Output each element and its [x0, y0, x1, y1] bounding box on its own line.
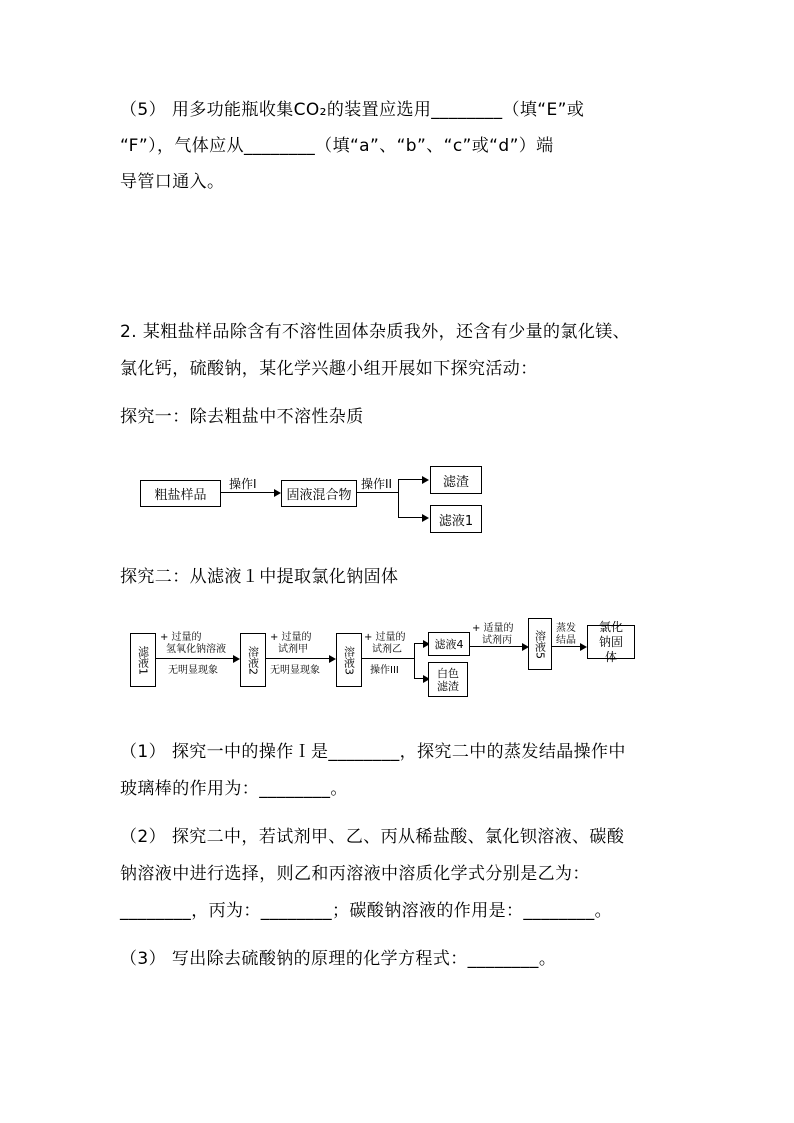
branch-top	[398, 479, 423, 480]
box-solution3	[336, 633, 362, 687]
q5-line3: 导管口通入。	[120, 172, 225, 192]
sub3-line1: （3） 写出除去硫酸钠的原理的化学方程式：________。	[120, 949, 557, 969]
box-solution5-text: 溶液5	[533, 629, 547, 659]
box-filtrate1: 滤液1	[430, 505, 482, 533]
sub2-line1: （2） 探究二中，若试剂甲、乙、丙从稀盐酸、氯化钡溶液、碳酸	[120, 827, 625, 847]
arrow-line-op2	[356, 492, 398, 493]
step3-top: + 过量的	[364, 632, 406, 643]
step1-arrowhead	[233, 655, 240, 663]
step1-mid: 氢氧化钠溶液	[166, 644, 226, 655]
branch-vertical	[398, 479, 399, 518]
sub2-line3: ________，丙为：________；碳酸钠溶液的作用是：________。	[120, 901, 612, 921]
box-residue: 滤渣	[430, 466, 482, 494]
arrowhead-op1	[274, 489, 281, 497]
step2-mid: 试剂甲	[278, 644, 308, 655]
box-crude-salt: 粗盐样品	[140, 480, 221, 507]
sub2-line2: 钠溶液中进行选择，则乙和丙溶液中溶质化学式分别是乙为：	[120, 864, 590, 884]
arrow-line-op1	[220, 492, 275, 493]
step5-line	[551, 646, 581, 647]
q2-intro-line1: 2. 某粗盐样品除含有不溶性固体杂质我外，还含有少量的氯化镁、	[120, 322, 631, 342]
box-filtrate1-start	[130, 633, 156, 687]
explore2-title: 探究二：从滤液１中提取氯化钠固体	[120, 567, 399, 587]
step3-line	[361, 658, 415, 659]
step1-bot: 无明显现象	[168, 665, 218, 676]
step3-bot: 操作III	[370, 665, 399, 676]
q2-intro-line2: 氯化钙，硫酸钠，某化学兴趣小组开展如下探究活动：	[120, 359, 538, 379]
box-filtrate1-start-text: 滤液1	[136, 645, 150, 675]
step2-arrowhead	[329, 655, 336, 663]
box-white-residue: 白色滤渣	[428, 662, 468, 697]
step1-top: + 过量的	[160, 632, 202, 643]
arrowhead-filtrate1	[422, 514, 429, 522]
box-solution5	[528, 618, 552, 670]
box-filtrate4: 滤液4	[428, 632, 470, 656]
step4-line	[469, 646, 523, 647]
explore1-title: 探究一：除去粗盐中不溶性杂质	[120, 407, 364, 427]
q5-line2: “F”），气体应从________（填“a”、“b”、“c”或“d”）端	[120, 136, 554, 156]
label-op2: 操作II	[361, 477, 393, 491]
step4-mid: 试剂丙	[482, 635, 512, 646]
step5-top: 蒸发	[556, 623, 576, 634]
box-solution2-text: 溶液2	[246, 645, 260, 675]
step2-top: + 过量的	[270, 632, 312, 643]
step2-line	[265, 658, 330, 659]
arrowhead-residue	[422, 476, 429, 484]
sub1-line1: （1） 探究一中的操作Ｉ是________，探究二中的蒸发结晶操作中	[120, 742, 626, 762]
branch-bottom	[398, 517, 423, 518]
step5-arrowhead	[580, 643, 587, 651]
q5-line1: （5） 用多功能瓶收集CO₂的装置应选用________（填“E”或	[120, 100, 585, 120]
step4-top: + 适量的	[472, 623, 514, 634]
box-solid-liquid-mix: 固液混合物	[281, 480, 357, 507]
step5-mid: 结晶	[556, 635, 576, 646]
box-nacl-solid: 氯化钠固体	[587, 625, 635, 659]
box-solution2	[240, 633, 266, 687]
step2-bot: 无明显现象	[270, 665, 320, 676]
label-op1: 操作I	[229, 477, 257, 491]
sub1-line2: 玻璃棒的作用为：________。	[120, 779, 348, 799]
step1-line	[155, 658, 234, 659]
box-solution3-text: 溶液3	[342, 645, 356, 675]
step3-mid: 试剂乙	[372, 644, 402, 655]
step3-branch-vertical	[414, 643, 415, 679]
